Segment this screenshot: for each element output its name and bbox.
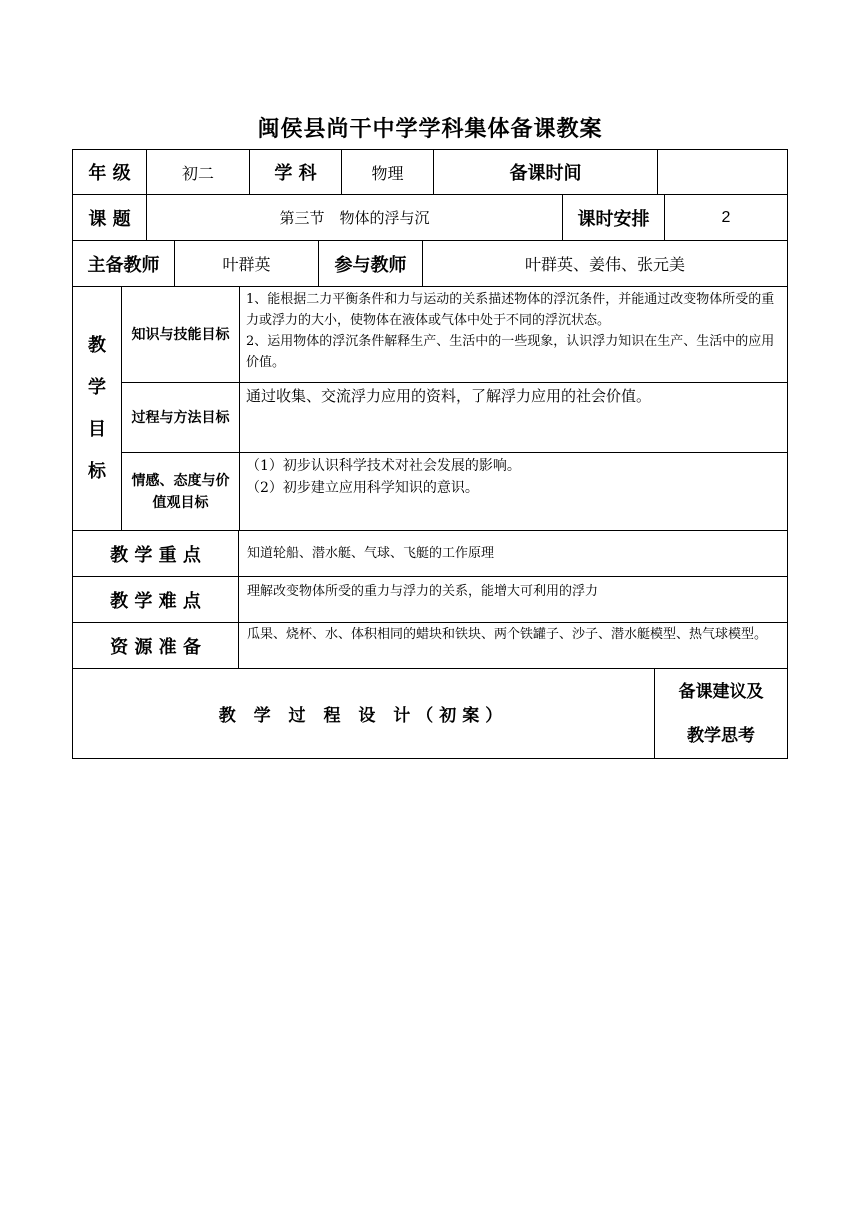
objectives-header-char: 目 (88, 418, 106, 440)
process-objective-label: 过程与方法目标 (122, 383, 240, 452)
resources-label: 资 源 准 备 (73, 623, 239, 668)
emotion-objective-line: （1）初步认识科学技术对社会发展的影响。 (246, 458, 521, 474)
row-resources (72, 623, 788, 669)
document-title: 闽侯县尚干中学学科集体备课教案 (257, 117, 603, 142)
process-objective-row (122, 383, 787, 453)
key-point-value: 知道轮船、潜水艇、气球、飞艇的工作原理 (247, 546, 495, 561)
lead-teacher-value: 叶群英 (175, 241, 319, 286)
periods-value: 2 (721, 208, 731, 226)
emotion-objective-row (122, 453, 787, 530)
emotion-objective-label: 情感、态度与价值观目标 (122, 453, 240, 530)
teaching-objectives (72, 287, 788, 531)
row-key-point (72, 531, 788, 577)
row-difficulty (72, 577, 788, 623)
topic-value: 第三节 物体的浮与沉 (147, 195, 563, 240)
knowledge-objective-text (240, 287, 787, 382)
objectives-header-char: 学 (88, 376, 106, 398)
difficulty-value: 理解改变物体所受的重力与浮力的关系，能增大可利用的浮力 (247, 584, 599, 599)
objectives-header-char: 教 (88, 334, 106, 356)
grade-label: 年 级 (73, 150, 147, 194)
design-side-line2: 教学思考 (687, 725, 755, 746)
emotion-objective-line: （2）初步建立应用科学知识的意识。 (246, 480, 479, 496)
participants-value: 叶群英、姜伟、张元美 (524, 255, 685, 274)
prep-time-label: 备课时间 (434, 150, 658, 194)
design-side (655, 669, 787, 758)
design-label: 教 学 过 程 设 计（初案） (73, 669, 655, 758)
key-point-label: 教 学 重 点 (73, 531, 239, 576)
subject-label: 学 科 (250, 150, 342, 194)
subject-value: 物理 (342, 150, 434, 194)
difficulty-label: 教 学 难 点 (73, 577, 239, 622)
knowledge-objective-line: 1、能根据二力平衡条件和力与运动的关系描述物体的浮沉条件，并能通过改变物体所受的重力或浮力的大小，使物体在液体或气体中处于不同的浮沉状态。 (246, 292, 775, 328)
knowledge-objective-label: 知识与技能目标 (122, 287, 240, 382)
design-side-line1: 备课建议及 (678, 681, 764, 702)
process-objective-text: 通过收集、交流浮力应用的资料，了解浮力应用的社会价值。 (246, 387, 652, 405)
topic-label: 课 题 (73, 195, 147, 240)
periods-label: 课时安排 (563, 195, 665, 240)
emotion-objective-text (240, 453, 787, 530)
knowledge-objective-line: 2、运用物体的浮沉条件解释生产、生活中的一些现象，认识浮力知识在生产、生活中的应用价值。 (246, 334, 775, 370)
row-teachers (72, 241, 788, 287)
knowledge-objective-row (122, 287, 787, 383)
grade-value: 初二 (147, 150, 250, 194)
row-grade-subject (72, 149, 788, 195)
lead-teacher-label: 主备教师 (73, 241, 175, 286)
resources-value: 瓜果、烧杯、水、体积相同的蜡块和铁块、两个铁罐子、沙子、潜水艇模型、热气球模型。 (247, 627, 768, 642)
row-topic (72, 195, 788, 241)
participants-label: 参与教师 (319, 241, 423, 286)
row-design (72, 669, 788, 759)
objectives-header-char: 标 (88, 460, 106, 482)
prep-time-value (658, 150, 787, 194)
objectives-header (73, 287, 122, 530)
